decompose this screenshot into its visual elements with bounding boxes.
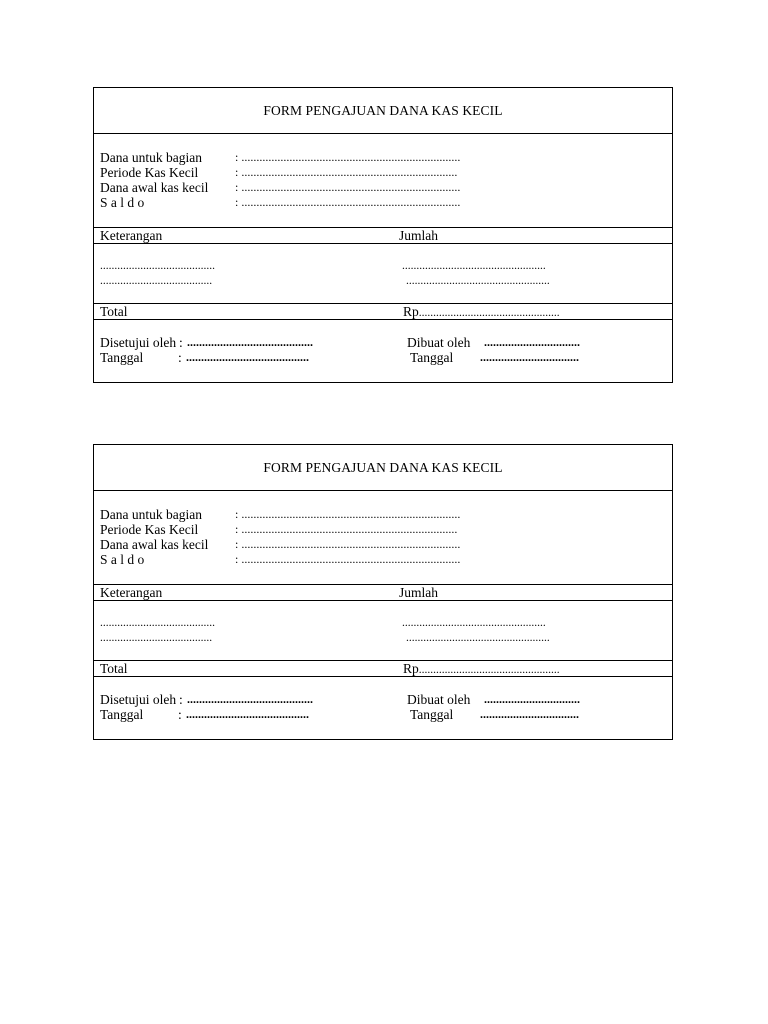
field-label: Dana untuk bagian (100, 507, 202, 522)
total-row (94, 661, 672, 677)
item-jumlah-line[interactable]: .................................................. (406, 632, 550, 644)
made-by-label: Dibuat oleh (407, 692, 471, 707)
field-value-line[interactable]: : ......................................................................... (235, 195, 461, 209)
date-line-left[interactable]: ......................................... (186, 350, 309, 364)
signature-section (94, 677, 672, 738)
field-value-line[interactable]: : ......................................................................... (235, 180, 461, 194)
total-row (94, 304, 672, 320)
date-label-right: Tanggal (410, 350, 454, 365)
date-line-right[interactable]: ................................. (480, 707, 579, 721)
approved-by-separator: : (179, 335, 183, 350)
total-amount[interactable] (403, 661, 560, 678)
items-section (94, 244, 672, 304)
field-label: Dana awal kas kecil (100, 180, 209, 195)
date-label-left: Tanggal (100, 350, 144, 365)
column-header-jumlah: Jumlah (399, 228, 438, 243)
field-label: Periode Kas Kecil (100, 165, 199, 180)
item-jumlah-line[interactable]: .................................................. (402, 617, 546, 629)
date-line-left[interactable]: ......................................... (186, 707, 309, 721)
date-label-left: Tanggal (100, 707, 144, 722)
field-label: Dana untuk bagian (100, 150, 202, 165)
total-label: Total (100, 304, 128, 319)
item-keterangan-line[interactable]: ....................................... (100, 632, 213, 644)
date-separator-left: : (178, 350, 182, 365)
rp-label: Rp (403, 304, 419, 319)
approved-by-label: Disetujui oleh (100, 335, 177, 350)
item-jumlah-line[interactable]: .................................................. (406, 275, 550, 287)
item-jumlah-line[interactable]: .................................................. (402, 260, 546, 272)
column-header-jumlah: Jumlah (399, 585, 438, 600)
field-value-line[interactable]: : ......................................................................... (235, 537, 461, 551)
item-keterangan-line[interactable]: ........................................ (100, 260, 215, 272)
field-value-line[interactable]: : ......................................................................... (235, 507, 461, 521)
item-keterangan-line[interactable]: ....................................... (100, 275, 213, 287)
approved-by-label: Disetujui oleh (100, 692, 177, 707)
field-value-line[interactable]: : ........................................................................ (235, 165, 458, 179)
rp-label: Rp (403, 661, 419, 676)
field-label: Periode Kas Kecil (100, 522, 199, 537)
approved-by-line[interactable]: .......................................... (187, 335, 313, 349)
made-by-line[interactable]: ................................ (484, 692, 580, 706)
rp-dots: ................................................. (418, 664, 560, 676)
field-value-line[interactable]: : ........................................................................ (235, 522, 458, 536)
approved-by-line[interactable]: .......................................... (187, 692, 313, 706)
form-title: FORM PENGAJUAN DANA KAS KECIL (94, 445, 672, 491)
petty-cash-form-2 (93, 444, 673, 740)
total-label: Total (100, 661, 128, 676)
petty-cash-form-1 (93, 87, 673, 383)
made-by-line[interactable]: ................................ (484, 335, 580, 349)
column-header-keterangan: Keterangan (100, 585, 163, 600)
column-header-keterangan: Keterangan (100, 228, 163, 243)
date-line-right[interactable]: ................................. (480, 350, 579, 364)
item-keterangan-line[interactable]: ........................................ (100, 617, 215, 629)
form-title: FORM PENGAJUAN DANA KAS KECIL (94, 88, 672, 134)
info-section (94, 491, 672, 585)
info-section (94, 134, 672, 228)
column-header-row (94, 228, 672, 244)
field-label: S a l d o (100, 552, 145, 567)
made-by-label: Dibuat oleh (407, 335, 471, 350)
field-value-line[interactable]: : ......................................................................... (235, 150, 461, 164)
date-separator-left: : (178, 707, 182, 722)
column-header-row (94, 585, 672, 601)
date-label-right: Tanggal (410, 707, 454, 722)
total-amount[interactable] (403, 304, 560, 321)
field-value-line[interactable]: : ......................................................................... (235, 552, 461, 566)
rp-dots: ................................................. (418, 307, 560, 319)
field-label: S a l d o (100, 195, 145, 210)
items-section (94, 601, 672, 661)
signature-section (94, 320, 672, 381)
approved-by-separator: : (179, 692, 183, 707)
field-label: Dana awal kas kecil (100, 537, 209, 552)
